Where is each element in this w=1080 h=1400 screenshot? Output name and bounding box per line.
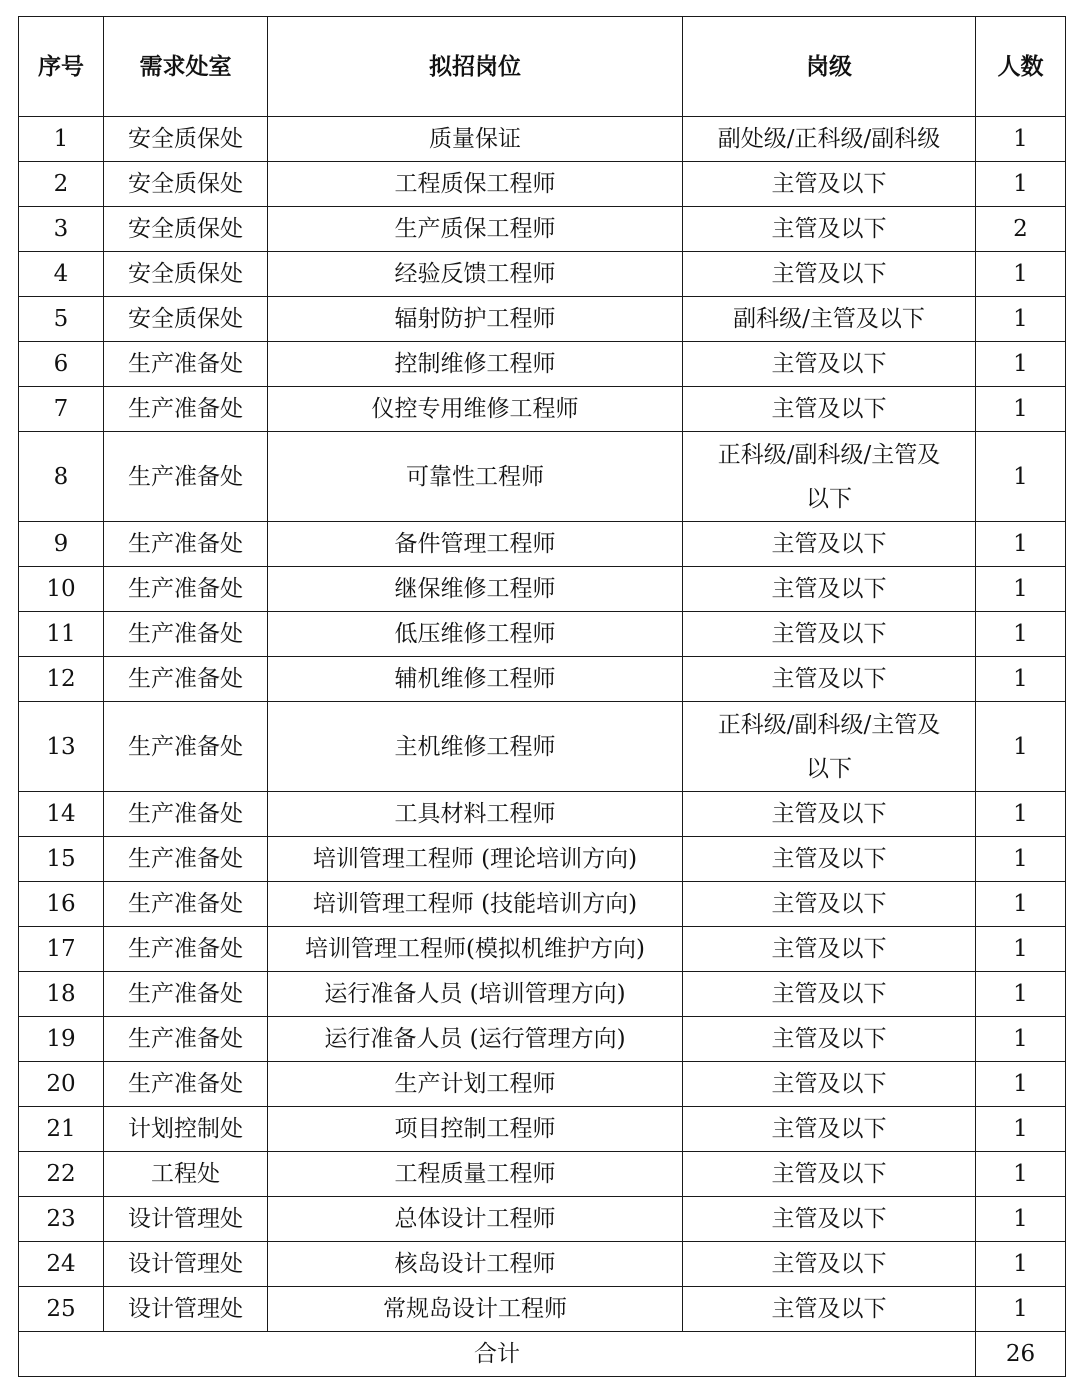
- cell-position: 仪控专用维修工程师: [268, 387, 683, 432]
- cell-position: 运行准备人员 (培训管理方向): [268, 972, 683, 1017]
- cell-department: 设计管理处: [104, 1242, 268, 1287]
- table-body: [19, 117, 1066, 1332]
- cell-grade: 副处级/正科级/副科级: [683, 117, 976, 162]
- table-row: [19, 882, 1066, 927]
- table-row: [19, 1062, 1066, 1107]
- cell-grade: 主管及以下: [683, 612, 976, 657]
- cell-position: 生产计划工程师: [268, 1062, 683, 1107]
- table-row: [19, 1107, 1066, 1152]
- recruitment-table: [18, 16, 1066, 1377]
- table-row: [19, 702, 1066, 792]
- cell-count: 1: [976, 342, 1066, 387]
- cell-department: 生产准备处: [104, 1062, 268, 1107]
- cell-position: 辅机维修工程师: [268, 657, 683, 702]
- cell-grade: 主管及以下: [683, 1017, 976, 1062]
- cell-grade: 主管及以下: [683, 1062, 976, 1107]
- cell-department: 设计管理处: [104, 1197, 268, 1242]
- cell-index: 15: [19, 837, 104, 882]
- total-row: [19, 1332, 1066, 1377]
- cell-grade: 主管及以下: [683, 252, 976, 297]
- cell-position: 项目控制工程师: [268, 1107, 683, 1152]
- cell-index: 3: [19, 207, 104, 252]
- cell-count: 1: [976, 972, 1066, 1017]
- table-row: [19, 792, 1066, 837]
- cell-count: 1: [976, 1152, 1066, 1197]
- cell-index: 6: [19, 342, 104, 387]
- cell-index: 2: [19, 162, 104, 207]
- cell-position: 生产质保工程师: [268, 207, 683, 252]
- cell-department: 安全质保处: [104, 207, 268, 252]
- cell-count: 2: [976, 207, 1066, 252]
- cell-index: 23: [19, 1197, 104, 1242]
- table-row: [19, 612, 1066, 657]
- cell-position: 备件管理工程师: [268, 522, 683, 567]
- cell-department: 生产准备处: [104, 612, 268, 657]
- cell-count: 1: [976, 162, 1066, 207]
- cell-grade: 主管及以下: [683, 522, 976, 567]
- table-row: [19, 522, 1066, 567]
- cell-position: 工程质保工程师: [268, 162, 683, 207]
- cell-count: 1: [976, 387, 1066, 432]
- cell-position: 辐射防护工程师: [268, 297, 683, 342]
- cell-index: 14: [19, 792, 104, 837]
- cell-position: 运行准备人员 (运行管理方向): [268, 1017, 683, 1062]
- cell-grade: 正科级/副科级/主管及 以下: [683, 702, 976, 792]
- cell-position: 常规岛设计工程师: [268, 1287, 683, 1332]
- cell-count: 1: [976, 612, 1066, 657]
- cell-department: 安全质保处: [104, 162, 268, 207]
- cell-grade: 主管及以下: [683, 1242, 976, 1287]
- cell-index: 20: [19, 1062, 104, 1107]
- cell-department: 安全质保处: [104, 297, 268, 342]
- total-count: 26: [976, 1332, 1066, 1377]
- cell-index: 10: [19, 567, 104, 612]
- cell-department: 生产准备处: [104, 972, 268, 1017]
- cell-count: 1: [976, 117, 1066, 162]
- cell-department: 生产准备处: [104, 1017, 268, 1062]
- cell-count: 1: [976, 657, 1066, 702]
- cell-count: 1: [976, 1287, 1066, 1332]
- table-row: [19, 1242, 1066, 1287]
- cell-grade: 正科级/副科级/主管及 以下: [683, 432, 976, 522]
- cell-department: 生产准备处: [104, 702, 268, 792]
- cell-department: 安全质保处: [104, 117, 268, 162]
- cell-grade: 主管及以下: [683, 207, 976, 252]
- cell-count: 1: [976, 837, 1066, 882]
- cell-count: 1: [976, 1197, 1066, 1242]
- cell-department: 生产准备处: [104, 567, 268, 612]
- cell-department: 生产准备处: [104, 657, 268, 702]
- cell-position: 工程质量工程师: [268, 1152, 683, 1197]
- cell-index: 11: [19, 612, 104, 657]
- cell-position: 低压维修工程师: [268, 612, 683, 657]
- table-row: [19, 972, 1066, 1017]
- cell-department: 计划控制处: [104, 1107, 268, 1152]
- cell-count: 1: [976, 522, 1066, 567]
- cell-position: 培训管理工程师(模拟机维护方向): [268, 927, 683, 972]
- cell-position: 工具材料工程师: [268, 792, 683, 837]
- table-row: [19, 1197, 1066, 1242]
- cell-count: 1: [976, 252, 1066, 297]
- cell-department: 设计管理处: [104, 1287, 268, 1332]
- cell-department: 生产准备处: [104, 837, 268, 882]
- header-department: 需求处室: [104, 17, 268, 117]
- total-label: 合计: [19, 1332, 976, 1377]
- cell-index: 13: [19, 702, 104, 792]
- table-row: [19, 432, 1066, 522]
- cell-count: 1: [976, 432, 1066, 522]
- table-row: [19, 297, 1066, 342]
- cell-position: 总体设计工程师: [268, 1197, 683, 1242]
- cell-position: 培训管理工程师 (理论培训方向): [268, 837, 683, 882]
- cell-index: 1: [19, 117, 104, 162]
- table-row: [19, 207, 1066, 252]
- cell-index: 16: [19, 882, 104, 927]
- cell-count: 1: [976, 882, 1066, 927]
- cell-index: 22: [19, 1152, 104, 1197]
- cell-department: 生产准备处: [104, 792, 268, 837]
- cell-count: 1: [976, 1062, 1066, 1107]
- cell-grade: 主管及以下: [683, 792, 976, 837]
- cell-index: 8: [19, 432, 104, 522]
- cell-grade: 主管及以下: [683, 1152, 976, 1197]
- cell-position: 经验反馈工程师: [268, 252, 683, 297]
- table-row: [19, 342, 1066, 387]
- cell-count: 1: [976, 297, 1066, 342]
- table-row: [19, 1017, 1066, 1062]
- cell-count: 1: [976, 792, 1066, 837]
- cell-count: 1: [976, 567, 1066, 612]
- table-row: [19, 657, 1066, 702]
- table-row: [19, 927, 1066, 972]
- cell-department: 生产准备处: [104, 927, 268, 972]
- cell-position: 核岛设计工程师: [268, 1242, 683, 1287]
- cell-index: 21: [19, 1107, 104, 1152]
- header-position: 拟招岗位: [268, 17, 683, 117]
- cell-department: 生产准备处: [104, 432, 268, 522]
- table-row: [19, 1287, 1066, 1332]
- cell-count: 1: [976, 1017, 1066, 1062]
- table-row: [19, 252, 1066, 297]
- cell-index: 17: [19, 927, 104, 972]
- cell-grade: 主管及以下: [683, 927, 976, 972]
- cell-position: 可靠性工程师: [268, 432, 683, 522]
- header-count: 人数: [976, 17, 1066, 117]
- cell-grade: 主管及以下: [683, 342, 976, 387]
- header-index: 序号: [19, 17, 104, 117]
- cell-department: 生产准备处: [104, 522, 268, 567]
- cell-grade: 主管及以下: [683, 162, 976, 207]
- table-row: [19, 1152, 1066, 1197]
- cell-count: 1: [976, 702, 1066, 792]
- table-row: [19, 837, 1066, 882]
- cell-position: 培训管理工程师 (技能培训方向): [268, 882, 683, 927]
- cell-grade: 主管及以下: [683, 387, 976, 432]
- cell-grade: 主管及以下: [683, 837, 976, 882]
- cell-grade: 主管及以下: [683, 1287, 976, 1332]
- cell-department: 生产准备处: [104, 342, 268, 387]
- table-row: [19, 162, 1066, 207]
- header-grade: 岗级: [683, 17, 976, 117]
- cell-index: 18: [19, 972, 104, 1017]
- cell-grade: 主管及以下: [683, 882, 976, 927]
- cell-department: 生产准备处: [104, 882, 268, 927]
- cell-department: 工程处: [104, 1152, 268, 1197]
- cell-position: 控制维修工程师: [268, 342, 683, 387]
- table-row: [19, 117, 1066, 162]
- cell-grade: 主管及以下: [683, 972, 976, 1017]
- cell-count: 1: [976, 1107, 1066, 1152]
- cell-grade: 主管及以下: [683, 1197, 976, 1242]
- cell-grade: 副科级/主管及以下: [683, 297, 976, 342]
- cell-grade: 主管及以下: [683, 657, 976, 702]
- cell-index: 7: [19, 387, 104, 432]
- cell-index: 5: [19, 297, 104, 342]
- table-header: [19, 17, 1066, 117]
- cell-index: 4: [19, 252, 104, 297]
- cell-count: 1: [976, 927, 1066, 972]
- cell-index: 12: [19, 657, 104, 702]
- cell-index: 9: [19, 522, 104, 567]
- cell-position: 主机维修工程师: [268, 702, 683, 792]
- cell-index: 24: [19, 1242, 104, 1287]
- cell-position: 质量保证: [268, 117, 683, 162]
- cell-grade: 主管及以下: [683, 1107, 976, 1152]
- cell-index: 25: [19, 1287, 104, 1332]
- cell-department: 安全质保处: [104, 252, 268, 297]
- cell-index: 19: [19, 1017, 104, 1062]
- table-row: [19, 387, 1066, 432]
- cell-grade: 主管及以下: [683, 567, 976, 612]
- cell-count: 1: [976, 1242, 1066, 1287]
- cell-department: 生产准备处: [104, 387, 268, 432]
- cell-position: 继保维修工程师: [268, 567, 683, 612]
- table-row: [19, 567, 1066, 612]
